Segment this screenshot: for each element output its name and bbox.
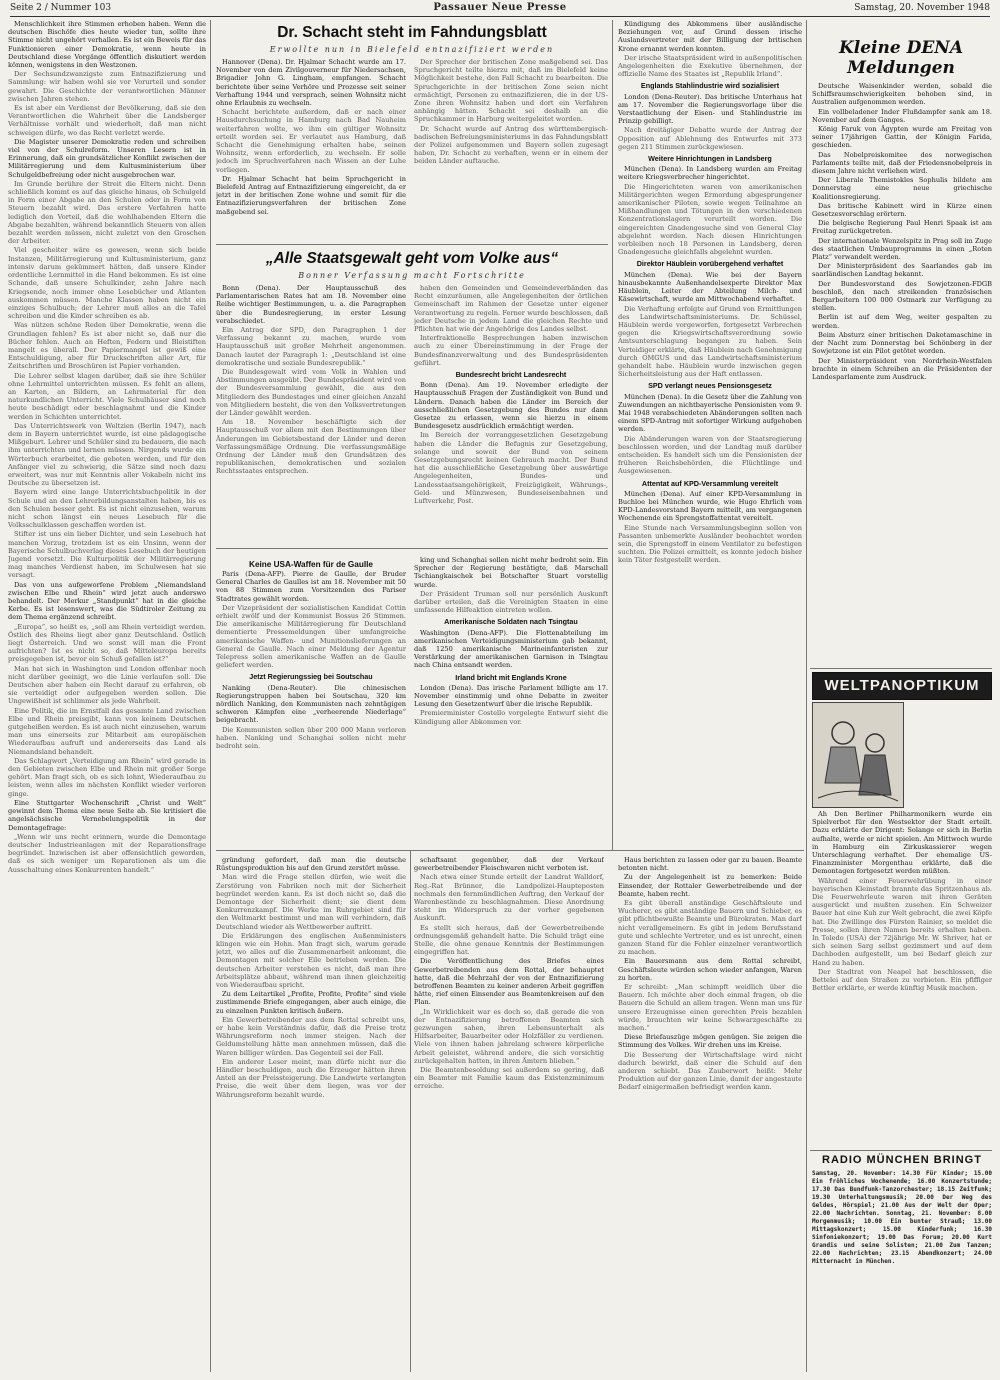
news-column: Kündigung des Abkommens über ausländische Beziehungen vor, auf Grund dessen irische Auslandsvertreter mit der Billigung der britischen Krone ernannt werden konnten. Der irische Staatspräsident wird in außenpolitischen Angelegenheiten die Exekutive übernehmen, der offizielle Name des Staates ist „Republik Irland“. Englands Stahlindustrie wird sozialisiert London (Dena-Reuter). Das britische Unterhaus hat am 17. November die Regierungsvorlage über die Verstaatlichung der Eisen- und Stahlindustrie im Prinzip gebilligt. Nach dreitägiger Debatte wurde der Antrag der Opposition auf Ablehnung des Entwurfes mit 373 gegen 211 Stimmen zurückgewiesen. Weitere Hinrichtungen in Landsberg München (Dena). In Landsberg wurden am Freitag weitere Kriegsverbrecher hingerichtet. Die Hingerichteten waren von amerikanischen Militärgerichten wegen Ermordung abgesprungener amerikanischer Piloten, sowie wegen Teilnahme an Mißhandlungen und Tötungen in den verschiedenen Konzentrationslagern verurteilt worden. Die eingereichten Gnadengesuche sind von General Clay abgelehnt worden. Nach diesen Hinrichtungen verbleiben noch 18 Personen in Landsberg, deren Gnadengesuche gleichfalls abgelehnt wurden. Direktor Häublein vorübergehend verhaftet München (Dena). Wie bei der Bayern hinausbekannte Außenhandelsexperte Direktor Max Häublein, Leiter der Abteilung Milch- und Käsewirtschaft, wurde am Mittwochabend verhaftet. Die Verhaftung erfolgte auf Grund von Ermittlungen des Landwirtschaftsministeriums. Dr. Schüssel, Häublein werde vorgeworfen, fortgesetzt Verbrechen gegen die Kriegswirtschaftsverordnung sowie Amtsunterschlagung begangen zu haben. Sein Verteidiger erklärte, daß Häublein nach Genehmigung durch OMGUS und das Landwirtschaftsministerium gehandelt habe. Häublein wurde inzwischen gegen Sicherheitsleistung aus der Haft entlassen. SPD verlangt neues Pensionsgesetz München (Dena). In die Gesetz über die Zahlung von Zuwendungen an nichtbayerische Pensionisten vom 9. Mai 1948 verabschiedeten Abänderungen sollten nach einem SPD-Antrag mit sofortiger Wirkung aufgehoben werden. Die Abänderungen waren von der Staatsregierung beschlossen worden, und der Landtag muß darüber entscheiden. Es handelt sich um die Pensionisten der früheren Reichsbehörden, die Flüchtlinge und Ausgewiesenen. Attentat auf KPD-Versammlung vereitelt München (Dena). Auf einer KPD-Versammlung in Buchloe bei München wurde, wie Hugo Ehrlich vom KPD-Landesvorstand Bayern mitteilt, am vergangenen Wochenende ein Sprengstoffattentat vereitelt. Eine Stunde nach Versammlungsbeginn sollen von Passanten unbemerkte Ausländer beobachtet worden sein, die Sprengstoff in einem Ventilator zu befestigen suchten. Die Polizei ermittelt, es konnte jedoch bisher kein Täter festgestellt werden. xyxy=(618,20,802,565)
soutschau-subhead: Jetzt Regierungssieg bei Soutschau xyxy=(249,672,373,682)
letters-p4: Zu der Angelegenheit ist zu bemerken: Beide Einsender, der Rottaler Gewerbetreibende und der Beamte, haben recht. xyxy=(618,873,802,898)
schacht-p1: Hannover (Dena). Dr. Hjalmar Schacht wurde am 17. November von dem Zivilgouverneur für Niedersachsen, Brigadier John G. Lingham, empfangen. Schacht berichtete über seine Verhöre und Prozesse seit seiner Verhaftung 1944 und versprach, seinen Wohnsitz nicht ohne Erlaubnis zu wechseln. xyxy=(216,58,406,108)
haeublein-p: München (Dena). Wie bei der Bayern hinausbekannte Außenhandelsexperte Direktor Max Häublein, Leiter der Abteilung Milch- und Käsewirtschaft, wurde am Mittwochabend verhaftet. xyxy=(618,270,802,304)
kpd-subhead: Attentat auf KPD-Versammlung vereitelt xyxy=(641,478,779,488)
gaulle-col-1: Paris (Dena-AFP). Pierre de Gaulle, der Bruder General Charles de Gaulles ist am 18. November mit 50 von 88 Stimmen zum Vorsitzenden des Pariser Stadtrates gewählt worden. Der Vizepräsident der sozialistischen Kandidat Cottin erhielt zwölf und der Kommunist Bossus 26 Stimmen. Die amerikanische Militärregierung für Deutschland dementierte Pressemeldungen über umfangreiche amerikanische Waffen- und Munitionslieferungen an General de Gaulle. Nach einer Meldung der Agentur Telepress sollen amerikanische Waffen an de Gaulle geliefert werden. Jetzt Regierungssieg bei Soutschau Nanking (Dena-Reuter). Die chinesischen Regierungstruppen haben bei Soutschau, 320 km nördlich Nanking, den Kommunisten nach zehntägigen schweren Kämpfen eine „verheerende Niederlage“ beigebracht. Die Kommunisten sollen über 200 000 Mann verloren haben. Nanking und Schanghai sollen nicht mehr bedroht sein. xyxy=(216,570,406,751)
left-intro: Menschlichkeit ihre Stimmen erhoben haben. Wenn die deutschen Bischöfe dies heute wieder tun, sollte ihre Stimme nicht ungehört verhallen. Es ist ein Beweis für das Funktionieren einer Demokratie, wenn heute in Deutschland diese Vorgänge öffentlich diskutiert werden können, wenigstens in den Westzonen. xyxy=(8,20,206,70)
meldung-item: Das Nobelpreiskomitee des norwegischen Parlaments teilte mit, daß der Friedensnobelpreis in diesem Jahre nicht verliehen wird. xyxy=(812,150,992,176)
letters-p6: Die Veröffentlichung des Briefes eines Gewerbetreibenden aus dem Rottal, der behauptet hatte, daß die Mehrzahl der von der Entnazifizierung betroffenen Beamten zu keiner anderen Arbeit gegriffen hätte, rief einen Einsender aus Beamtenkreisen auf den Plan. xyxy=(414,957,604,1007)
kleine-meldungen-title: Kleine DENA Meldungen xyxy=(838,38,964,78)
meldung-item: Berlin ist auf dem Weg, weiter gespalten zu werden. xyxy=(812,313,992,330)
weltpanoptikum-text: Ah Den Berliner Philharmonikern wurde ein Spielverbot für den Westsektor der Stadt erteilt. Dazu erklärte der Dirigent: Solange er sich in Berlin aufhalte, werde er nicht spielen. Am Mittwoch wurde in Hamburg ein Zirkuskassierer wegen Unterschlagung verhaftet. Der ehemalige US-Finanzminister Morgenthau erklärte, daß die Demontagen fortgesetzt werden müßten. Während einer Feuerwehrübung in einer bayerischen Kleinstadt brannte das Spritzenhaus ab. Die Feuerwehrleute waren mit ihren Geräten ausgerückt und mußten zusehen. Ein Schweizer Bauer hat eine Kuh zur Welt gebracht, die zwei Köpfe hat. Die Zwillinge des Fürsten Rainier, so meldet die Presse, sollen ihren Namen bereits erhalten haben. In Toledo (USA) der 72jährige Mr. W. Shriver, hat er sich seinen Sarg selbst gezimmert und auf dem Dachboden aufgestellt, um bei Bedarf gleich zur Hand zu haben. Der Stadtrat von Neapel hat beschlossen, die Bettelei auf den Straßen zu verbieten. Ein pfiffiger Bettler erklärte, er werde künftig Musik machen. xyxy=(812,810,992,993)
meldung-item: Der Bundesvorstand des Sowjetzonen-FDGB beschloß, den nach streikenden französischen Bergarbeitern 100 000 Ostmark zur Verfügung zu stellen. xyxy=(812,279,992,313)
landsberg-subhead: Weitere Hinrichtungen in Landsberg xyxy=(648,154,772,164)
letters-p1: gründung gefordert, daß man die deutsche Rüstungsproduktion bis auf den Grund zerstört müsse. xyxy=(216,856,406,873)
meldung-item: Die belgische Regierung Paul Henri Spaak ist am Freitag zurückgetreten. xyxy=(812,219,992,236)
meldung-item: Deutsche Waisenkinder werden, sobald die Schiffsraumschwierigkeiten behoben sind, in Australien aufgenommen werden. xyxy=(812,82,992,107)
irland-cont: Kündigung des Abkommens über ausländische Beziehungen vor, auf Grund dessen irische Auslandsvertreter mit der Billigung der britischen Krone ernannt werden konnten. xyxy=(618,20,802,53)
letters-p8: Diese Briefauszüge mögen genügen. Sie zeigen die Stimmung des Volkes. Wir drehen uns im Kreise. xyxy=(618,1033,802,1050)
gaulle-col-2: king und Schanghai sollen nicht mehr bedroht sein. Ein Sprecher der Regierung bestätigte, daß Marschall Tschiangkaischek bei Botschafter Stuart vorstellig wurde. Der Präsident Truman soll nur persönlich Auskunft darüber erteilen, daß die Vereinigten Staaten in eine umfassende Hilfeaktion eintreten wollen. Amerikanische Soldaten nach Tsingtau Washington (Dena-AFP). Die Flottenabteilung im amerikanischen Verteidigungsministerium gab bekannt, daß 1250 amerikanische Marineinfanteristen zur Verstärkung der amerikanischen Garnison in Tsingtau nach China entsandt werden. Irland bricht mit Englands Krone London (Dena). Das irische Parlament billigte am 17. November einstimmig und ohne Debatte in zweiter Lesung den Gesetzentwurf über die irische Republik. Premierminister Costello vorgelegte Entwurf sieht die Kündigung aller Abkommen vor. xyxy=(414,556,608,726)
column-rule xyxy=(612,20,613,850)
caricature-illustration xyxy=(812,702,904,808)
issue-date: Samstag, 20. November 1948 xyxy=(854,3,990,13)
meldung-item: Der Ministerpräsident des Saarlandes gab im saarländischen Landtag bekannt. xyxy=(812,262,992,279)
schacht-col-1: Hannover (Dena). Dr. Hjalmar Schacht wurde am 17. November von dem Zivilgouverneur für Niedersachsen, Brigadier John G. Lingham, empfangen. Schacht berichtete über seine Verhöre und Prozesse seit seiner Verhaftung 1944 und versprach, seinen Wohnsitz nicht ohne Erlaubnis zu wechseln. Schacht berichtete außerdem, daß er nach einer Hausdurchsuchung in Hamburg nach Bad Nauheim weiterfahren wollte, wo ihm ein gültiger Wohnsitz erteilt worden sei. Er verlautet aus Hamburg, daß Schacht die Genehmigung erhalten habe, seinen Wohnsitz, wenn erforderlich, zu wechseln. Er solle jedoch im Spruchverfahren nach Wissen an der Luhe vorliegen. Dr. Hjalmar Schacht hat beim Spruchgericht in Bielefeld Antrag auf Entnazifizierung eingereicht, da er jetzt in der britischen Zone wohne und somit für die Entnazifizierungsverfahren der britischen Zone maßgebend sei. xyxy=(216,58,406,216)
rule-below-verfassung xyxy=(216,548,608,549)
tsingtau-p: Washington (Dena-AFP). Die Flottenabteilung im amerikanischen Verteidigungsministerium gab bekannt, daß 1250 amerikanische Marineinfanteristen zur Verstärkung der amerikanischen Garnison in Tsingtau nach China entsandt werden. xyxy=(414,628,608,670)
letters-p7: Ein Bauersmann aus dem Rottal schreibt, Geschäftsleute würden schon wieder anfangen, Waren zu horten. xyxy=(618,957,802,982)
meldung-item: Der Ministerpräsident von Nordrhein-Westfalen brachte in einem Schreiben an die Präsidenten der Landesparlamente zum Ausdruck. xyxy=(812,356,992,381)
left-p4: Eine Stuttgarter Wochenschrift „Christ und Welt“ gewinnt dem Thema eine neue Seite ab. Sie kritisiert die angelsächsische Vernebelungspolitik in der Demontagefrage: xyxy=(8,798,206,832)
china-p: king und Schanghai sollen nicht mehr bedroht sein. Ein Sprecher der Regierung bestätigte, daß Marschall Tschiangkaischek bei Botschafter Stuart vorstellig wurde. xyxy=(414,556,608,589)
gaulle-headline: Keine USA-Waffen für de Gaulle xyxy=(249,560,373,569)
kleine-meldungen-box xyxy=(810,22,992,78)
verfassung-subhead: Bundesrecht bricht Landesrecht xyxy=(455,370,567,380)
verfassung-p2: Bonn (Dena). Am 19. November erledigte der Hauptausschuß Fragen der Zuständigkeit von Bund und Ländern. Danach haben die Länder im Bereich der ausschließlichen Gesetzgebung des Bundes nur dann Gesetze zu erlassen, wenn sie hierzu in einem Bundesgesetz ausdrücklich ermächtigt werden. xyxy=(414,381,608,431)
weltpanoptikum-title: WELTPANOPTIKUM xyxy=(824,677,980,694)
meldung-item: Ein vollbeladener Inder Flußdampfer sank am 18. November auf dem Ganges. xyxy=(812,107,992,124)
stahl-p: London (Dena-Reuter). Das britische Unterhaus hat am 17. November die Regierungsvorlage über die Verstaatlichung der Eisen- und Stahlindustrie im Prinzip gebilligt. xyxy=(618,92,802,126)
stahl-subhead: Englands Stahlindustrie wird sozialisiert xyxy=(640,81,780,91)
tsingtau-subhead: Amerikanische Soldaten nach Tsingtau xyxy=(444,617,578,627)
masthead xyxy=(10,2,990,17)
rule-above-panoptikum xyxy=(810,668,992,669)
soutschau-p: Nanking (Dena-Reuter). Die chinesischen Regierungstruppen haben bei Soutschau, 320 km nördlich Nanking, den Kommunisten nach zehntägigen schweren Kämpfen eine „verheerende Niederlage“ beigebracht. xyxy=(216,683,406,725)
verfassung-col-1: Bonn (Dena). Der Hauptausschuß des Parlamentarischen Rates hat am 18. November eine Reihe wichtiger Bestimmungen, u. a. die Paragraphen über die Bundesregierung, in erster Lesung verabschiedet. Ein Antrag der SPD, den Paragraphen 1 der Verfassung bekannt zu machen, wurde vom Hauptausschuß mit großer Mehrheit angenommen. Danach lautet der Paragraph 1: „Deutschland ist eine demokratische und soziale Bundesrepublik.“ Die Bundesgewalt wird vom Volk in Wahlen und Abstimmungen ausgeübt. Der Bundespräsident wird von der Bundesversammlung gewählt, die aus den Mitgliedern des Bundestages und einer gleichen Anzahl von Mitgliedern besteht, die von den Volksvertretungen der Länder gewählt werden. Am 18. November beschäftigte sich der Hauptausschuß vor allem mit den Bestimmungen über Änderungen im Gebietsbestand der Länder und deren Verfassungsmäßige Ordnung. Die verfassungsmäßige Ordnung der Länder muß den Grundsätzen des republikanischen, demokratischen und sozialen Rechtsstaates entsprechen. xyxy=(216,284,406,476)
meldung-item: Beim Absturz einer britischen Dakotamaschine in der Nacht zum Donnerstag bei Schönberg in der Sowjetzone ist ein Pilot getötet worden. xyxy=(812,330,992,356)
spd-p: München (Dena). In die Gesetz über die Zahlung von Zuwendungen an nichtbayerische Pensionisten vom 9. Mai 1948 verabschiedeten Abänderungen sollten nach einem SPD-Antrag mit sofortiger Wirkung aufgehoben werden. xyxy=(618,392,802,434)
left-column: Menschlichkeit ihre Stimmen erhoben haben. Wenn die deutschen Bischöfe dies heute wieder tun, sollte ihre Stimme nicht ungehört verhallen. Es ist ein Beweis für das Funktionieren einer Demokratie, wenn heute in Deutschland diese Vorgänge öffentlich diskutiert werden können, wenigstens in den Westzonen. Der Sechsundzwanzigste zum Entnazifizierung und Sammlung: wir haben wohl sie vor Vorurteil und sonder gewahrt. Die Geschichte der verantwortlichen Männer zwischen Jahren stehen. Es ist aber ein Verdienst der Bevölkerung, daß sie den Verantwortlichen die Wahrheit über die Landsberger Verhältnisse vorhält und wiederholt, daß man nicht schweigen dürfe, wo das Recht verletzt werde. Die Magister unserer Demokratie reden und schreiben viel von der Schulreform. Unseren Lesern ist in Erinnerung, daß ein grundsätzlicher Konflikt zwischen der Militärregierung und dem Kultusministerium über Schulgeldbefreiung oder nicht ausgebrochen war. Im Grunde berühre der Streit die Eltern nicht. Denn schließlich kommt es auf das gleiche hinaus, ob Schulgeld in Form einer Abgabe an den Schulen oder in Form von Steuern bezahlt wird. Das erstere Verfahren hatte lediglich den Vorteil, daß die wohlhabenden Eltern die Abgabe bezahlten, während bekanntlich Steuern von allen bezahlt werden müssen, nicht zuletzt von den Groschen der Arbeiter. Viel gescheiter wäre es gewesen, wenn sich beide Instanzen, Militärregierung und Kultusministerium, ganz intensiv darum gekümmert hätten, daß unsere Kinder ordentliche Lernmittel in die Hand bekommen. Es ist eine Schande, daß unsere Schulkinder, zehn Jahre nach Kriegsende, noch immer ohne Lesebücher und Atlanten auskommen müssen. Manche Klassen haben nicht ein einziges Schulbuch; der Lehrer muß alles an die Tafel schreiben und die Kinder schreiben es ab. Was nützen schöne Reden über Demokratie, wenn die Grundlagen fehlen? Es ist aber nicht so, daß nur die Bücher fehlen. Auch an Heften, Federn und Bleistiften mangelt es überall. Der Papiermangel ist gewiß eine Entschuldigung, aber für Druckschriften aller Art, für Zeitschriften und Broschüren ist Papier vorhanden. Die Lehrer selbst klagen darüber, daß sie ihre Schüler ohne Lehrmittel unterrichten müssen. Es fehlt an allem, an Karten, an Bildern, an Lehrmaterial für den naturkundlichen Unterricht. Viele Schulhäuser sind noch heute beschädigt oder beschlagnahmt und die Kinder werden in Schichten unterrichtet. Das Unterrichtswerk von Weltzien (Berlin 1947), nach dem in Bayern unterrichtet wurde, ist eine pädagogische Mißgeburt. Lehrer und Schüler sind zu bedauern, die nach ihm unterrichten und lernen müssen. Nirgends wurde ein Wörterbuch erarbeitet, die geboten werden, und für den Anfänger viel zu schwierig, die Sätze sind noch dazu erweitert, was nur mit Kenntnis aller Vokabeln nicht ins Deutsche zu übersetzen ist. Bayern wird eine lange Unterrichtsbuchpolitik in der Schule und an den Lehrerbildungsanstalten haben, bis es den Schulen besser geht. Es ist nicht einzusehen, warum nicht schon längst ein neues Lesebuch für die Volksschulklassen geschaffen worden ist. Stifter ist uns ein lieber Dichter, und sein Lesebuch hat manchen Vorzug, trotzdem ist es ein Unsinn, wenn der Bayerische Schulbuchverlag dieses Lesebuch der heutigen Jugend vorsetzt. Die Kulturpolitik der Militärregierung mag manches Verdienst haben, im Schulwesen hat sie versagt. Das von uns aufgeworfene Problem „Niemandsland zwischen Elbe und Rhein“ wird jetzt auch anderswo behandelt. Der Merkur „Standpunkt“ hat in die gleiche Kerbe. Es ist lesenswert, was die Südtiroler Zeitung zu dem Thema ergänzend schreibt. „Europa“, so heißt es, „soll am Rhein verteidigt werden. Östlich des Rheins liegt aber ganz Deutschland. Östlich liegt Österreich. Und wo sonst will man die Front aufrichten? Ist es nicht so, daß Mitteleuropa bereits preisgegeben ist, bevor ein Schuß gefallen ist?“ Man hat sich in Washington und London offenbar noch nicht darüber geeinigt, wo die Linie verlaufen soll. Die Deutschen aber haben ein Recht darauf zu erfahren, ob sie verteidigt oder aufgegeben werden sollen. Die Ungewißheit ist schlimmer als jede Wahrheit. Eine Politik, die im Ernstfall das gesamte Land zwischen Elbe und Rhein preisgibt, kann von keinem Deutschen gutgeheißen werden. Es ist auch nicht einzusehen, warum man uns einerseits zur Mitarbeit am europäischen Wiederaufbau aufruft und andererseits das Land als Niemandsland behandelt. Das Schlagwort „Verteidigung am Rhein“ wird gerade in den Gebieten zwischen Elbe und Rhein mit großer Sorge gehört. Man fragt sich, ob es sich lohnt, Wiederaufbau zu leisten, wenn alles im nächsten Konflikt wieder verloren ginge. Eine Stuttgarter Wochenschrift „Christ und Welt“ gewinnt dem Thema eine neue Seite ab. Sie kritisiert die angelsächsische Vernebelungspolitik in der Demontagefrage: „Wenn wir uns recht erinnern, wurde die Demontage deutscher Industrieanlagen mit der Reparationsfrage begründet. Inzwischen ist aber offensichtlich geworden, daß es sich weniger um Reparationen als um die Ausschaltung eines Konkurrenten handelt.“ xyxy=(8,20,206,874)
haeublein-subhead: Direktor Häublein vorübergehend verhaftet xyxy=(636,259,784,269)
rule-above-radio xyxy=(810,1150,992,1151)
verfassung-p1: Bonn (Dena). Der Hauptausschuß des Parlamentarischen Rates hat am 18. November eine Reihe wichtiger Bestimmungen, u. a. die Paragraphen über die Bundesregierung, in erster Lesung verabschiedet. xyxy=(216,284,406,325)
weltpanoptikum-banner xyxy=(812,672,992,700)
left-p3: Das von uns aufgeworfene Problem „Niemandsland zwischen Elbe und Rhein“ wird jetzt auch anderswo behandelt. Der Merkur „Standpunkt“ hat in die gleiche Kerbe. Es ist lesenswert, was die Südtiroler Zeitung zu dem Thema ergänzend schreibt. xyxy=(8,580,206,622)
page-number: Seite 2 / Nummer 103 xyxy=(10,3,112,13)
letters-p2: schaftsamt gegenüber, daß der Verkauf gewerbetreibender Fleischwaren nicht verboten ist. xyxy=(414,856,604,873)
irland-subhead: Irland bricht mit Englands Krone xyxy=(455,672,567,682)
verfassung-deck: Bonner Verfassung macht Fortschritte xyxy=(298,271,526,280)
verfassung-headline: „Alle Staatsgewalt geht vom Volke aus“ xyxy=(265,250,559,267)
kpd-p: München (Dena). Auf einer KPD-Versammlung in Buchloe bei München wurde, wie Hugo Ehrlich vom KPD-Landesvorstand Bayern mitteilt, am vergangenen Wochenende ein Sprengstoffattentat vereitelt. xyxy=(618,489,802,523)
verfassung-col-2: haben den Gemeinden und Gemeindeverbänden das Recht einzuräumen, alle Angelegenheiten der örtlichen Gemeinschaft im Rahmen der Gesetze unter eigener Verantwortung zu regeln. Ferner wurde beschlossen, daß jeder Deutsche in jedem Land die gleichen Rechte und Pflichten hat wie der Angehörige des Landes selbst. Interfraktionelle Besprechungen haben inzwischen auch zu einer Übereinstimmung in der Frage der Bundesfinanzverwaltung und des Bundespräsidenten geführt. Bundesrecht bricht Landesrecht Bonn (Dena). Am 19. November erledigte der Hauptausschuß Fragen der Zuständigkeit von Bund und Ländern. Danach haben die Länder im Bereich der ausschließlichen Gesetzgebung des Bundes nur dann Gesetze zu erlassen, wenn sie hierzu in einem Bundesgesetz ausdrücklich ermächtigt werden. Im Bereich der vorranggesetzlichen Gesetzgebung haben die Länder die Befugnis zur Gesetzgebung, solange und soweit der Bund von seinem Gesetzgebungsrecht keinen Gebrauch macht. Der Bund hat die ausschließliche Gesetzgebung über auswärtige Angelegenheiten, Bundes- und Landesstaatsangehörigkeit, Freizügigkeit, Währungs-, Geld- und Münzwesen, Bundeseisenbahnen und Luftverkehr, Post. xyxy=(414,284,608,506)
letters-p5: Zu dem Leitartikel „Profite, Profite, Profite“ sind viele zustimmende Briefe eingegangen, aber auch einige, die zu einzelnen Punkten kritisch äußern. xyxy=(216,990,406,1015)
letters-col-2: schaftsamt gegenüber, daß der Verkauf gewerbetreibender Fleischwaren nicht verboten ist. Nach etwa einer Stunde erteilt der Landrat Walldorf, Reg.-Rat Brünner, die Landpolizei-Haupteposten nochmals den fernmündlichen Auftrag, den Verkauf der Warenbestände zu beschlagnahmen. Diese Anordnung steht im Widerspruch zu der vorher gegebenen Auskunft. Es stellt sich heraus, daß der Gewerbetreibende ordnungsgemäß gehandelt hatte. Die Schuld trägt eine Stelle, die ohne genaue Kenntnis der Bestimmungen eingegriffen hat. Die Veröffentlichung des Briefes eines Gewerbetreibenden aus dem Rottal, der behauptet hatte, daß die Mehrzahl der von der Entnazifizierung betroffenen Beamten zu keiner anderen Arbeit gegriffen hätte, rief einen Einsender aus Beamtenkreisen auf den Plan. „In Wirklichkeit war es doch so, daß gerade die von der Entnazifizierung betroffenen Beamten sich gezwungen sahen, ihren Lebensunterhalt als Hilfsarbeiter, Bauarbeiter oder Holzfäller zu verdienen. Viele von ihnen haben jahrelang schwere körperliche Arbeit geleistet, während andere, die sich vorsichtig zurückgehalten hatten, in ihren Ämtern blieben.“ Die Beamtenbesoldung sei außerdem so gering, daß ein Beamter mit Familie kaum das Existenzminimum erreiche. xyxy=(414,856,604,1091)
spd-subhead: SPD verlangt neues Pensionsgesetz xyxy=(648,381,772,391)
meldung-item: König Faruk von Ägypten wurde am Freitag von seiner 17jährigen Gattin, der Königin Farida, geschieden. xyxy=(812,125,992,150)
schacht-p2: Dr. Hjalmar Schacht hat beim Spruchgericht in Bielefeld Antrag auf Entnazifizierung eingereicht, da er jetzt in der britischen Zone wohne und somit für die Entnazifizierungsverfahren der britischen Zone maßgebend sei. xyxy=(216,174,406,216)
schacht-col-2: Der Sprecher der britischen Zone maßgebend sei. Das Spruchgericht teilte hierzu mit, daß im Bielefeld keine Möglichkeit bestehe, den Fall Schacht zu bearbeiten. Die Spruchgerichte in der britischen Zone seien nicht ermächtigt, Personen zu entnazifizieren, die in der US-Zone ihren Wohnsitz haben und dort ein Verfahren anhängig hätten. Schacht sei deshalb an die Spruchkammer in Harburg weitergeleitet worden. Dr. Schacht wurde auf Antrag des württembergisch-badischen Befreiungsministeriums in das Fahndungsblatt der Polizei aufgenommen und Bayern sollen zugesagt haben, Dr. Schacht zu verhaften, wenn er in einem der beiden Länder auftauche. xyxy=(414,58,608,166)
radio-text: Samstag, 20. November: 14.30 Für Kinder; 15.00 Ein fröhliches Wochenende; 16.00 Konzertstunde; 17.30 Das Bundfunk-Tanzorchester; 18.15 Zeitfunk; 19.30 Unterhaltungsmusik; 20.00 Der Weg des Geldes, Hörspiel; 21.00 Aus der Welt der Oper; 22.00 Nachrichten. Sonntag, 21. November: 8.00 Morgenmusik; 10.00 Ein bunter Strauß; 13.00 Mittagskonzert; 15.00 Kinderfunk; 16.30 Sinfoniekonzert; 19.00 Das Forum; 20.00 Kurt Grandis und seine Solisten; 21.00 Zum Tanzen; 22.00 Nachrichten; 23.15 Abendkonzert; 24.00 Mitternacht in München. xyxy=(812,1170,992,1265)
rule-above-letters xyxy=(216,850,804,851)
landsberg-p: München (Dena). In Landsberg wurden am Freitag weitere Kriegsverbrecher hingerichtet. xyxy=(618,165,802,182)
radio-title: RADIO MÜNCHEN BRINGT xyxy=(822,1154,982,1166)
gaulle-p1: Paris (Dena-AFP). Pierre de Gaulle, der Bruder General Charles de Gaulles ist am 18. November mit 50 von 88 Stimmen zum Vorsitzenden des Pariser Stadtrates gewählt worden. xyxy=(216,570,406,603)
paper-name: Passauer Neue Presse xyxy=(433,2,567,13)
radio-program xyxy=(812,1170,992,1372)
schacht-headline: Dr. Schacht steht im Fahndungsblatt xyxy=(277,24,547,41)
left-p2: Die Magister unserer Demokratie reden und schreiben viel von der Schulreform. Unseren Lesern ist in Erinnerung, daß ein grundsätzlicher Konflikt zwischen der Militärregierung und dem Kultusministerium über Schulgeldbefreiung oder nicht ausgebrochen war. xyxy=(8,137,206,179)
rule-below-schacht xyxy=(216,244,608,245)
weltpanoptikum-body: Ah Den Berliner Philharmonikern wurde ein Spielverbot für den Westsektor der Stadt erteilt. Dazu erklärte der Dirigent: Solange er sich in Berlin aufhalte, werde er nicht spielen. Am Mittwoch wurde in Hamburg ein Zirkuskassierer wegen Unterschlagung verhaftet. Der ehemalige US-Finanzminister Morgenthau erklärte, daß die Demontagen fortgesetzt werden müßten. xyxy=(812,810,992,876)
column-rule xyxy=(210,20,211,1372)
letters-p3: Haus berichten zu lassen oder gar zu bauen. Beamte betonten nicht. xyxy=(618,856,802,873)
schacht-deck: Erwollte nun in Bielefeld entnazifiziert werden xyxy=(269,45,555,54)
letters-col-1: gründung gefordert, daß man die deutsche Rüstungsproduktion bis auf den Grund zerstört müsse. Man wird die Frage stellen dürfen, wie weit die Zerstörung von Fabriken noch mit der Sicherheit begründet werden kann. Es ist doch nicht so, daß die Demontage der Sicherheit dient; sie dient dem Konkurrenzkampf. Die Werke im Ruhrgebiet sind für den Weltmarkt bestimmt und man will verhindern, daß Deutschland wieder als Wettbewerber auftritt. Die Erklärungen des englischen Außenministers klingen wie ein Hohn. Man fragt sich, warum gerade jetzt, wo alles auf die Zusammenarbeit ankommt, die Demontagen mit solcher Eile betrieben werden. Die deutschen Arbeiter verstehen es nicht, daß man ihre Arbeitsplätze abbaut, während man ihnen gleichzeitig von Wiederaufbau spricht. Zu dem Leitartikel „Profite, Profite, Profite“ sind viele zustimmende Briefe eingegangen, aber auch einige, die zu einzelnen Punkten kritisch äußern. Ein Gewerbetreibender aus dem Rottal schreibt uns, er habe kein Verständnis dafür, daß die Preise trotz Währungsreform noch immer steigen. Nach der Geldumstellung hätte man annehmen müssen, daß die Waren billiger würden. Das Gegenteil sei der Fall. Ein anderer Leser meint, man dürfe nicht nur die Händler beschuldigen, auch die Erzeuger hätten ihren Anteil an der Preissteigerung. Die Landwirte verlangten Preise, die weit über dem liegen, was vor der Währungsreform bezahlt wurde. xyxy=(216,856,406,1099)
meldung-item: Der internationale Wenzelspitz in Prag soll im Zuge des staatlichen Umbauprogramms in einen „Roten Platz“ verwandelt werden. xyxy=(812,236,992,262)
meldung-item: Der Liberale Themistokles Sophulis bildete am Donnerstag eine neue griechische Koalitionsregierung. xyxy=(812,176,992,201)
meldung-item: Das britische Kabinett wird in Kürze einen Gesetzesvorschlag erörtern. xyxy=(812,201,992,219)
letters-col-3: Haus berichten zu lassen oder gar zu bauen. Beamte betonten nicht. Zu der Angelegenheit ist zu bemerken: Beide Einsender, der Rottaler Gewerbetreibende und der Beamte, haben recht. Es gibt überall anständige Geschäftsleute und Wucherer, es gibt anständige Bauern und Schieber, es gibt pflichtbewußte Beamte und Bürokraten. Man darf nicht verallgemeinern. Es gibt in jedem Berufsstand gute und schlechte Vertreter, und es ist unrecht, einen ganzen Stand für die Fehler einzelner verantwortlich zu machen. Ein Bauersmann aus dem Rottal schreibt, Geschäftsleute würden schon wieder anfangen, Waren zu horten. Er schreibt: „Man schimpft weidlich über die Bauern. Ich möchte aber doch einmal fragen, ob die Bauern die Schuld an allem tragen. Wenn man uns für unsere Erzeugnisse einen gerechten Preis bezahlen würde, brauchten wir keine Schwarzgeschäfte zu machen.“ Diese Briefauszüge mögen genügen. Sie zeigen die Stimmung des Volkes. Wir drehen uns im Kreise. Die Besserung der Wirtschaftslage wird nicht dadurch bewirkt, daß einer die Schuld auf den anderen schiebt. Das Zauberwort heißt: Mehr Produktion auf der ganzen Linie, damit der angestaute Bedarf einigermaßen befriedigt werden kann. xyxy=(618,856,802,1092)
kleine-meldungen-list xyxy=(812,82,992,664)
column-rule xyxy=(806,20,807,1372)
irland-p: London (Dena). Das irische Parlament billigte am 17. November einstimmig und ohne Debatte in zweiter Lesung den Gesetzentwurf über die irische Republik. xyxy=(414,683,608,709)
column-rule xyxy=(410,850,411,1372)
